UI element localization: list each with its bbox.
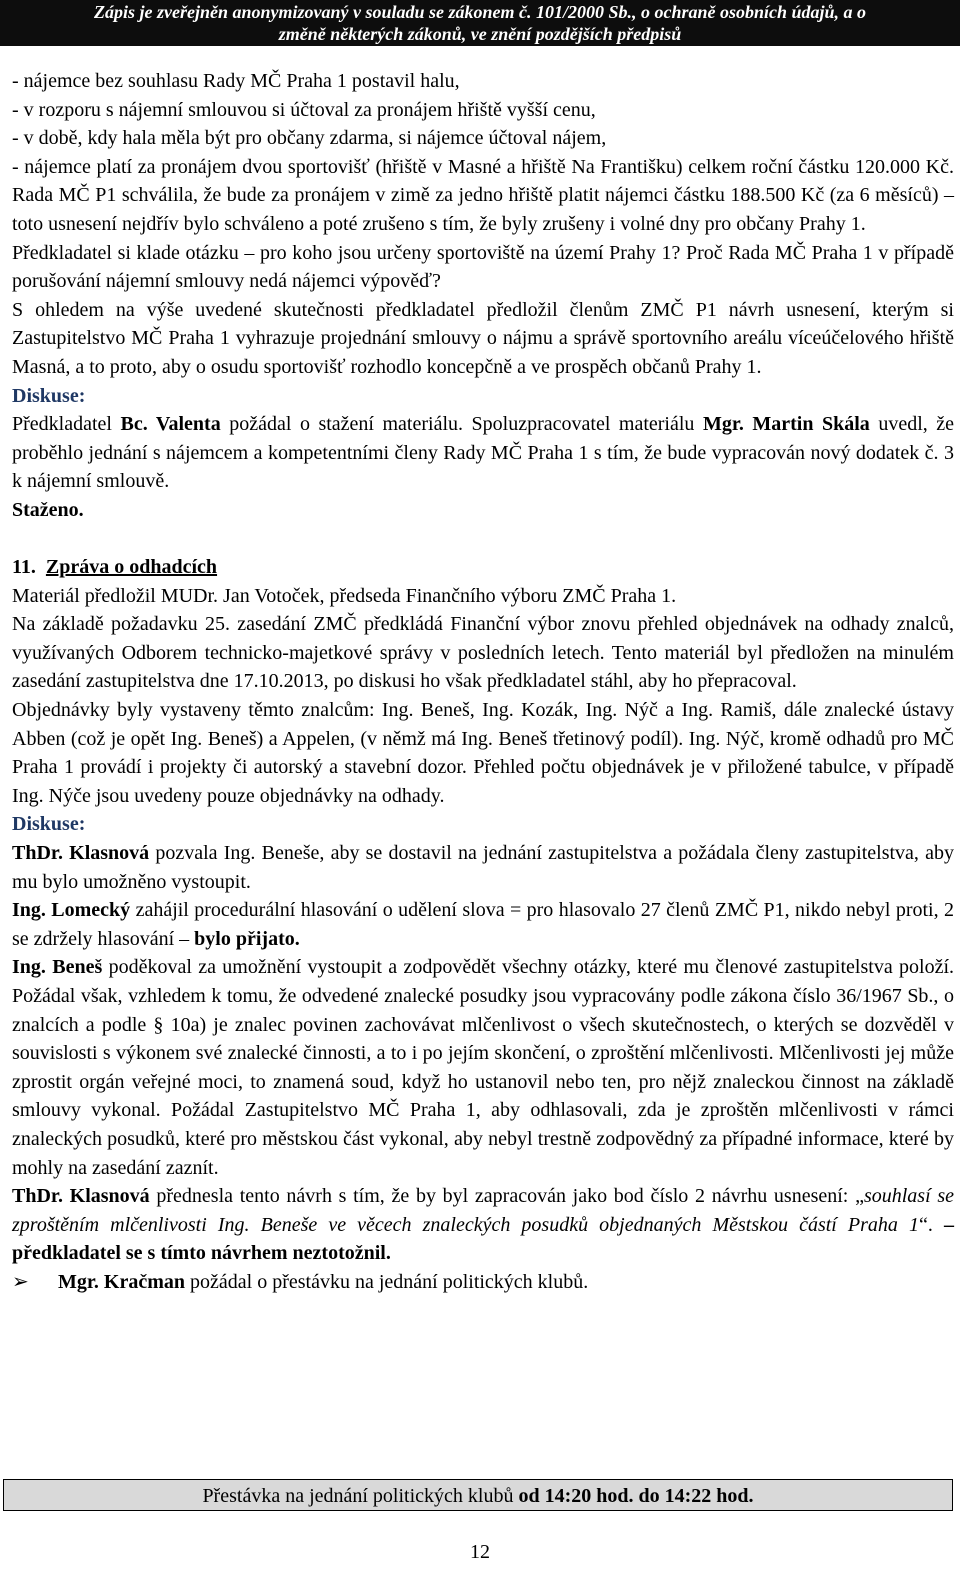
header-line-2: změně některých zákonů, ve znění pozdějších předpisů [278,24,682,44]
break-time: od 14:20 hod. do 14:22 hod. [518,1485,754,1507]
list-item: - nájemce platí za pronájem dvou sportovišť (hřiště v Masné a hřiště Na Františku) celkem roční částku 120.000 Kč. Rada MČ P1 schválila, že bude za pronájem v zimě za jedno hřiště platit nájemci částku 188.500 Kč (za 6 měsíců) – toto usnesení nejdřív bylo schváleno a poté zrušeno s tím, že byly zrušeny i volné dny pro občany Prahy 1. [12,155,954,235]
speaker-name: ThDr. Klasnová [12,842,150,865]
discussion-paragraph: ThDr. Klasnová pozvala Ing. Beneše, aby se dostavil na jednání zastupitelstva a požádala členy zastupitelstva, aby mu bylo umožněno vystoupit. [12,842,955,893]
paragraph-proposal: S ohledem na výše uvedené skutečnosti předkladatel předložil členům ZMČ P1 návrh usnesení, kterým si Zastupitelstvo MČ Praha 1 vyhrazuje projednání smlouvy o nájmu a správě sportovního areálu víceúčelového hřiště Masná, a to proto, aby o osudu sportovišť rozhodlo koncepčně a ve prospěch občanů Prahy 1. [12,298,954,378]
section-heading: 11. Zpráva o odhadcích [12,556,218,579]
arrow-bullet-icon: ➢ [12,1270,29,1293]
speaker-name: Mgr. Kračman [58,1270,186,1293]
list-item: - v době, kdy hala měla být pro občany zdarma, si nájemce účtoval nájem, [12,127,607,150]
section-paragraph: Na základě požadavku 25. zasedání ZMČ předkládá Finanční výbor znovu přehled objednávek na odhady znalců, využívaných Odborem technicko-majetkové správy v posledních letech. Tento materiál byl předložen na minulém zasedání zastupitelstva dne 17.10.2013, po diskusi ho však předkladatel stáhl, aby ho přepracoval. [12,613,954,693]
header-line-1: Zápis je zveřejněn anonymizovaný v souladu se zákonem č. 101/2000 Sb., o ochraně osobních údajů, a o [93,2,867,22]
anonymization-header [0,0,960,46]
discussion-paragraph: ThDr. Klasnová přednesla tento návrh s tím, že by byl zapracován jako bod číslo 2 návrhu usnesení: „souhlasí se zproštěním mlčenlivosti Ing. Beneše ve věcech znaleckých posudků objednaných Městskou částí Praha 1“. – předkladatel se s tímto návrhem neztotožnil. [12,1185,955,1265]
material-line: Materiál předložil MUDr. Jan Votoček, předseda Finančního výboru ZMČ Praha 1. [12,584,677,607]
discussion-heading: Diskuse: [12,384,86,407]
page-number: 12 [470,1541,490,1563]
speaker-name: Ing. Lomecký [12,899,131,922]
list-item: - nájemce bez souhlasu Rady MČ Praha 1 postavil halu, [12,70,460,92]
break-notice: Přestávka na jednání politických klubů od 14:20 hod. do 14:22 hod. [3,1479,953,1511]
speaker-name: Bc. Valenta [120,413,221,436]
quoted-resolution: souhlasí se zproštěním mlčenlivosti Ing. Beneše ve věcech znaleckých posudků objednaných Městskou částí Praha 1 [12,1185,954,1236]
discussion-heading: Diskuse: [12,813,86,836]
section-title: Zpráva o odhadcích [45,556,218,579]
section-paragraph: Objednávky byly vystaveny těmto znalcům: Ing. Beneš, Ing. Kozák, Ing. Nýč a Ing. Ramiš, dále znalecké ústavy Abben (což je opět Ing. Beneš) a Appelen, (v němž má Ing. Beneš třetinový podíl). Ing. Nýč, kromě odhadů pro MČ Praha 1 provádí i projekty či autorský a stavební dozor. Přehled počtu objednávek je v přiložené tabulce, v případě Ing. Nýče jsou uvedeny pouze objednávky na odhady. [12,699,954,807]
discussion-paragraph: Předkladatel Bc. Valenta požádal o stažení materiálu. Spoluzpracovatel materiálu Mgr. Martin Skála uvedl, že proběhlo jednání s nájemcem a kompetentními členy Rady MČ Praha 1 s tím, že bude vypracován nový dodatek č. 3 k nájemní smlouvě. [12,413,955,493]
vote-result: bylo přijato. [194,927,300,950]
speaker-name: ThDr. Klasnová [12,1185,150,1208]
paragraph-question: Předkladatel si klade otázku – pro koho jsou určeny sportoviště na území Prahy 1? Proč Rada MČ Praha 1 v případě porušování nájemní smlouvy nedá nájemci výpověď? [12,241,954,293]
speaker-name: Mgr. Martin Skála [702,413,870,436]
document-body [12,67,954,1297]
result-withdrawn: Staženo. [12,498,84,521]
proposal-result: – předkladatel se s tímto návrhem neztotožnil. [12,1213,955,1265]
speaker-name: Ing. Beneš [12,956,103,979]
discussion-paragraph: Ing. Beneš poděkoval za umožnění vystoupit a zodpovědět všechny otázky, které mu členové zastupitelstva položí. Požádal však, vzhledem k tomu, že odvedené znalecké posudky jsou vypracovány podle zákona číslo 36/1967 Sb., o znalcích a podle § 10a) je znalec povinen zachovávat mlčenlivost o všech skutečnostech, o kterých se dozvěděl v souvislosti s výkonem své znalecké činnosti, a to i po jejím skončení, o zproštění mlčenlivosti. Mlčenlivosti jej může zprostit orgán veřejné moci, to znamená soud, když ho ustanovil nebo ten, pro nějž znaleckou činnost na základě smlouvy vykonal. Požádal Zastupitelstvo MČ Praha 1, aby odhlasovali, zda je zproštěn mlčenlivosti v rámci znaleckých posudků, které pro městskou část vykonal, aby nebyl trestně zodpovědný za případné informace, které by mohly na zasedání zaznít. [12,956,955,1179]
discussion-paragraph: Ing. Lomecký zahájil procedurální hlasování o udělení slova = pro hlasovalo 27 členů ZMČ P1, nikdo nebyl proti, 2 se zdržely hlasování – bylo přijato. [12,899,954,950]
list-item: - v rozporu s nájemní smlouvou si účtoval za pronájem hřiště vyšší cenu, [12,98,596,121]
bullet-item: ➢ Mgr. Kračman požádal o přestávku na jednání politických klubů. [12,1268,954,1297]
